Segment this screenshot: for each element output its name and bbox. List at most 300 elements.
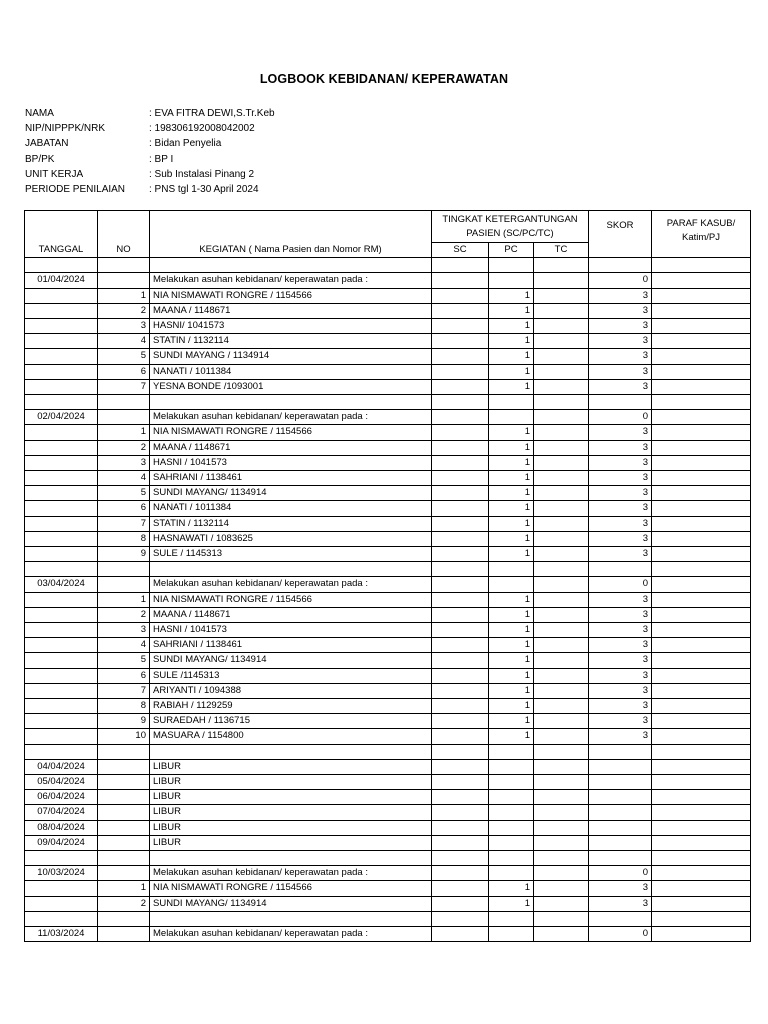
cell-pc <box>489 866 534 881</box>
info-value: : BP I <box>149 153 174 165</box>
cell-paraf <box>652 516 751 531</box>
cell-skor: 0 <box>589 927 652 942</box>
cell-paraf <box>652 744 751 759</box>
header-tanggal: TANGGAL <box>25 211 98 258</box>
cell-tc <box>534 562 589 577</box>
cell-tc <box>534 851 589 866</box>
cell-kegiatan: SUNDI MAYANG / 1134914 <box>150 349 432 364</box>
table-row <box>25 866 751 881</box>
cell-skor: 3 <box>589 364 652 379</box>
table-row <box>25 440 751 455</box>
cell-paraf <box>652 835 751 850</box>
cell-skor: 3 <box>589 440 652 455</box>
cell-tanggal <box>25 911 98 926</box>
cell-paraf <box>652 881 751 896</box>
cell-pc <box>489 258 534 273</box>
table-row <box>25 638 751 653</box>
cell-kegiatan: NIA NISMAWATI RONGRE / 1154566 <box>150 288 432 303</box>
cell-kegiatan: HASNAWATI / 1083625 <box>150 531 432 546</box>
cell-pc: 1 <box>489 471 534 486</box>
cell-kegiatan: SUNDI MAYANG/ 1134914 <box>150 896 432 911</box>
info-value: : 198306192008042002 <box>149 123 255 135</box>
cell-paraf <box>652 775 751 790</box>
cell-no <box>98 866 150 881</box>
cell-tc <box>534 805 589 820</box>
cell-paraf <box>652 911 751 926</box>
cell-paraf <box>652 349 751 364</box>
cell-no: 2 <box>98 896 150 911</box>
table-row <box>25 623 751 638</box>
cell-sc <box>432 911 489 926</box>
cell-no: 5 <box>98 486 150 501</box>
table-row <box>25 395 751 410</box>
table-row <box>25 896 751 911</box>
cell-paraf <box>652 288 751 303</box>
cell-sc <box>432 775 489 790</box>
cell-sc <box>432 440 489 455</box>
info-label: NAMA <box>25 108 54 119</box>
cell-tanggal <box>25 592 98 607</box>
cell-pc: 1 <box>489 638 534 653</box>
cell-kegiatan: NANATI / 1011384 <box>150 364 432 379</box>
cell-pc <box>489 927 534 942</box>
cell-skor <box>589 395 652 410</box>
cell-pc: 1 <box>489 379 534 394</box>
table-row <box>25 714 751 729</box>
cell-no: 10 <box>98 729 150 744</box>
cell-no <box>98 562 150 577</box>
cell-skor: 0 <box>589 410 652 425</box>
cell-pc: 1 <box>489 501 534 516</box>
cell-tc <box>534 699 589 714</box>
cell-tc <box>534 531 589 546</box>
info-label: PERIODE PENILAIAN <box>25 183 126 195</box>
cell-tc <box>534 775 589 790</box>
cell-tc <box>534 835 589 850</box>
cell-skor: 3 <box>589 653 652 668</box>
cell-pc: 1 <box>489 714 534 729</box>
cell-pc <box>489 835 534 850</box>
cell-skor: 3 <box>589 288 652 303</box>
cell-pc: 1 <box>489 349 534 364</box>
info-row-unit <box>25 167 275 182</box>
cell-skor: 3 <box>589 318 652 333</box>
info-row-jabatan <box>25 136 275 151</box>
table-row <box>25 820 751 835</box>
cell-tanggal <box>25 334 98 349</box>
table-row <box>25 486 751 501</box>
cell-no: 2 <box>98 303 150 318</box>
cell-tanggal <box>25 562 98 577</box>
cell-skor <box>589 744 652 759</box>
cell-sc <box>432 288 489 303</box>
cell-kegiatan: LIBUR <box>150 759 432 774</box>
cell-tanggal: 11/03/2024 <box>25 927 98 942</box>
cell-tanggal <box>25 395 98 410</box>
cell-tanggal: 10/03/2024 <box>25 866 98 881</box>
cell-kegiatan: RABIAH / 1129259 <box>150 699 432 714</box>
cell-skor <box>589 820 652 835</box>
cell-pc <box>489 577 534 592</box>
cell-pc <box>489 851 534 866</box>
cell-tanggal <box>25 349 98 364</box>
table-row <box>25 288 751 303</box>
cell-paraf <box>652 577 751 592</box>
cell-tanggal <box>25 729 98 744</box>
table-row <box>25 683 751 698</box>
cell-paraf <box>652 729 751 744</box>
cell-tc <box>534 410 589 425</box>
cell-sc <box>432 425 489 440</box>
cell-no: 9 <box>98 547 150 562</box>
cell-sc <box>432 395 489 410</box>
cell-pc <box>489 759 534 774</box>
cell-tc <box>534 881 589 896</box>
cell-tc <box>534 729 589 744</box>
cell-tanggal: 05/04/2024 <box>25 775 98 790</box>
cell-sc <box>432 607 489 622</box>
cell-no: 3 <box>98 318 150 333</box>
cell-pc <box>489 395 534 410</box>
cell-skor: 3 <box>589 729 652 744</box>
cell-tc <box>534 653 589 668</box>
info-value: : EVA FITRA DEWI,S.Tr.Keb <box>149 108 275 119</box>
cell-sc <box>432 273 489 288</box>
cell-tanggal <box>25 699 98 714</box>
cell-pc: 1 <box>489 683 534 698</box>
cell-sc <box>432 410 489 425</box>
cell-tanggal <box>25 364 98 379</box>
table-row <box>25 334 751 349</box>
table-row <box>25 668 751 683</box>
header-skor: SKOR <box>589 211 652 258</box>
cell-no: 8 <box>98 699 150 714</box>
cell-skor <box>589 835 652 850</box>
cell-no: 4 <box>98 334 150 349</box>
cell-no: 6 <box>98 668 150 683</box>
cell-pc <box>489 562 534 577</box>
cell-kegiatan: SUNDI MAYANG/ 1134914 <box>150 653 432 668</box>
cell-tc <box>534 364 589 379</box>
table-row <box>25 531 751 546</box>
cell-tanggal: 01/04/2024 <box>25 273 98 288</box>
cell-skor: 3 <box>589 638 652 653</box>
cell-pc: 1 <box>489 607 534 622</box>
cell-skor: 3 <box>589 379 652 394</box>
table-row <box>25 425 751 440</box>
cell-pc: 1 <box>489 455 534 470</box>
cell-skor: 3 <box>589 349 652 364</box>
cell-sc <box>432 790 489 805</box>
header-paraf: PARAF KASUB/ Katim/PJ <box>652 211 751 258</box>
cell-skor: 3 <box>589 303 652 318</box>
cell-tc <box>534 577 589 592</box>
cell-no: 3 <box>98 455 150 470</box>
cell-paraf <box>652 866 751 881</box>
table-row <box>25 835 751 850</box>
cell-sc <box>432 729 489 744</box>
cell-skor: 3 <box>589 714 652 729</box>
cell-sc <box>432 638 489 653</box>
cell-pc: 1 <box>489 729 534 744</box>
cell-tc <box>534 318 589 333</box>
cell-tc <box>534 638 589 653</box>
cell-tc <box>534 714 589 729</box>
cell-tc <box>534 820 589 835</box>
info-value: : Sub Instalasi Pinang 2 <box>149 168 255 180</box>
cell-skor: 3 <box>589 501 652 516</box>
cell-paraf <box>652 699 751 714</box>
cell-no: 5 <box>98 349 150 364</box>
cell-sc <box>432 531 489 546</box>
cell-paraf <box>652 395 751 410</box>
table-row <box>25 653 751 668</box>
cell-paraf <box>652 425 751 440</box>
cell-skor: 3 <box>589 592 652 607</box>
cell-no <box>98 805 150 820</box>
cell-tanggal <box>25 303 98 318</box>
cell-kegiatan: MASUARA / 1154800 <box>150 729 432 744</box>
table-row <box>25 592 751 607</box>
cell-no: 2 <box>98 440 150 455</box>
cell-sc <box>432 851 489 866</box>
cell-paraf <box>652 455 751 470</box>
table-row <box>25 455 751 470</box>
cell-no: 7 <box>98 683 150 698</box>
cell-tanggal <box>25 851 98 866</box>
cell-pc: 1 <box>489 364 534 379</box>
table-row <box>25 911 751 926</box>
cell-kegiatan: NIA NISMAWATI RONGRE / 1154566 <box>150 592 432 607</box>
cell-tc <box>534 440 589 455</box>
cell-skor: 3 <box>589 881 652 896</box>
cell-tanggal <box>25 516 98 531</box>
cell-sc <box>432 927 489 942</box>
cell-pc <box>489 911 534 926</box>
cell-skor: 3 <box>589 455 652 470</box>
cell-sc <box>432 471 489 486</box>
cell-sc <box>432 805 489 820</box>
cell-tc <box>534 258 589 273</box>
cell-sc <box>432 516 489 531</box>
cell-tanggal: 09/04/2024 <box>25 835 98 850</box>
cell-sc <box>432 501 489 516</box>
cell-kegiatan <box>150 851 432 866</box>
table-row <box>25 577 751 592</box>
cell-kegiatan: Melakukan asuhan kebidanan/ keperawatan pada : <box>150 866 432 881</box>
cell-skor: 3 <box>589 486 652 501</box>
cell-tc <box>534 592 589 607</box>
cell-no: 1 <box>98 288 150 303</box>
cell-tc <box>534 866 589 881</box>
cell-skor <box>589 790 652 805</box>
table-row <box>25 364 751 379</box>
cell-kegiatan: SUNDI MAYANG/ 1134914 <box>150 486 432 501</box>
info-label: NIP/NIPPPK/NRK <box>25 123 106 135</box>
cell-no: 8 <box>98 531 150 546</box>
cell-sc <box>432 334 489 349</box>
cell-kegiatan: Melakukan asuhan kebidanan/ keperawatan pada : <box>150 927 432 942</box>
logbook-table <box>24 210 751 942</box>
cell-tc <box>534 455 589 470</box>
info-row-nip <box>25 121 275 136</box>
header-pc: PC <box>489 243 534 258</box>
cell-sc <box>432 714 489 729</box>
cell-sc <box>432 820 489 835</box>
cell-no: 4 <box>98 471 150 486</box>
cell-tanggal <box>25 896 98 911</box>
cell-sc <box>432 258 489 273</box>
cell-tanggal <box>25 714 98 729</box>
cell-no <box>98 395 150 410</box>
cell-pc: 1 <box>489 699 534 714</box>
cell-sc <box>432 699 489 714</box>
cell-tanggal <box>25 653 98 668</box>
cell-no <box>98 927 150 942</box>
cell-sc <box>432 866 489 881</box>
cell-no <box>98 744 150 759</box>
cell-tc <box>534 759 589 774</box>
table-row <box>25 349 751 364</box>
cell-paraf <box>652 364 751 379</box>
cell-kegiatan: HASNI/ 1041573 <box>150 318 432 333</box>
cell-tc <box>534 623 589 638</box>
cell-tanggal <box>25 288 98 303</box>
cell-pc: 1 <box>489 318 534 333</box>
cell-paraf <box>652 440 751 455</box>
cell-no: 1 <box>98 592 150 607</box>
table-row <box>25 273 751 288</box>
cell-skor: 0 <box>589 577 652 592</box>
cell-pc: 1 <box>489 896 534 911</box>
table-row <box>25 410 751 425</box>
cell-pc <box>489 805 534 820</box>
cell-pc: 1 <box>489 486 534 501</box>
cell-tanggal <box>25 455 98 470</box>
cell-pc <box>489 744 534 759</box>
cell-tc <box>534 683 589 698</box>
cell-pc: 1 <box>489 547 534 562</box>
cell-paraf <box>652 318 751 333</box>
cell-paraf <box>652 486 751 501</box>
cell-skor: 3 <box>589 547 652 562</box>
cell-tc <box>534 288 589 303</box>
table-row <box>25 699 751 714</box>
cell-tc <box>534 303 589 318</box>
header-kegiatan: KEGIATAN ( Nama Pasien dan Nomor RM) <box>150 211 432 258</box>
cell-kegiatan <box>150 911 432 926</box>
cell-tanggal: 04/04/2024 <box>25 759 98 774</box>
cell-paraf <box>652 471 751 486</box>
cell-pc <box>489 790 534 805</box>
cell-tanggal <box>25 471 98 486</box>
cell-paraf <box>652 820 751 835</box>
table-row <box>25 759 751 774</box>
table-row <box>25 744 751 759</box>
cell-paraf <box>652 501 751 516</box>
cell-no <box>98 258 150 273</box>
cell-no: 1 <box>98 881 150 896</box>
cell-sc <box>432 547 489 562</box>
cell-tc <box>534 911 589 926</box>
cell-sc <box>432 623 489 638</box>
cell-tanggal: 03/04/2024 <box>25 577 98 592</box>
table-row <box>25 790 751 805</box>
cell-skor: 3 <box>589 531 652 546</box>
cell-no: 1 <box>98 425 150 440</box>
cell-pc: 1 <box>489 531 534 546</box>
cell-skor <box>589 759 652 774</box>
table-row <box>25 927 751 942</box>
cell-pc <box>489 820 534 835</box>
cell-kegiatan: SURAEDAH / 1136715 <box>150 714 432 729</box>
cell-tc <box>534 516 589 531</box>
cell-paraf <box>652 927 751 942</box>
cell-tanggal <box>25 607 98 622</box>
cell-tc <box>534 501 589 516</box>
table-row <box>25 805 751 820</box>
cell-sc <box>432 668 489 683</box>
cell-tanggal <box>25 683 98 698</box>
cell-no <box>98 820 150 835</box>
cell-sc <box>432 759 489 774</box>
table-row <box>25 379 751 394</box>
cell-pc <box>489 410 534 425</box>
cell-tanggal <box>25 744 98 759</box>
cell-paraf <box>652 653 751 668</box>
cell-tanggal <box>25 379 98 394</box>
cell-kegiatan: ARIYANTI / 1094388 <box>150 683 432 698</box>
cell-pc: 1 <box>489 425 534 440</box>
cell-tanggal <box>25 486 98 501</box>
table-row <box>25 881 751 896</box>
cell-sc <box>432 455 489 470</box>
cell-no: 2 <box>98 607 150 622</box>
cell-sc <box>432 318 489 333</box>
cell-tc <box>534 744 589 759</box>
header-no: NO <box>98 211 150 258</box>
cell-no <box>98 577 150 592</box>
cell-tanggal <box>25 425 98 440</box>
info-value: : Bidan Penyelia <box>149 138 222 150</box>
cell-paraf <box>652 273 751 288</box>
cell-no: 7 <box>98 379 150 394</box>
info-row-bppk <box>25 152 275 167</box>
cell-paraf <box>652 547 751 562</box>
header-tingkat: TINGKAT KETERGANTUNGAN PASIEN (SC/PC/TC) <box>432 211 589 243</box>
cell-tanggal <box>25 318 98 333</box>
table-row <box>25 607 751 622</box>
cell-paraf <box>652 607 751 622</box>
cell-tanggal <box>25 547 98 562</box>
cell-tanggal <box>25 440 98 455</box>
cell-no <box>98 410 150 425</box>
cell-paraf <box>652 805 751 820</box>
cell-paraf <box>652 562 751 577</box>
cell-pc: 1 <box>489 303 534 318</box>
cell-tc <box>534 334 589 349</box>
cell-sc <box>432 577 489 592</box>
cell-tanggal <box>25 881 98 896</box>
cell-kegiatan: SULE / 1145313 <box>150 547 432 562</box>
cell-skor <box>589 775 652 790</box>
cell-paraf <box>652 258 751 273</box>
table-row <box>25 501 751 516</box>
cell-skor: 3 <box>589 425 652 440</box>
cell-tc <box>534 896 589 911</box>
cell-sc <box>432 592 489 607</box>
cell-kegiatan: STATIN / 1132114 <box>150 516 432 531</box>
